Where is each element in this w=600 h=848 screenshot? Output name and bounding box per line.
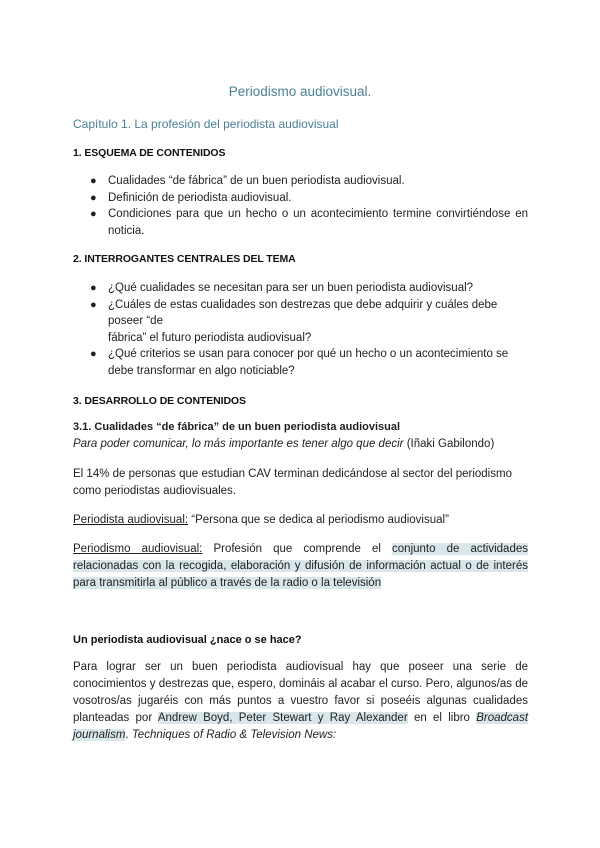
definition-periodista (73, 512, 528, 529)
document-title: Periodismo audiovisual. (228, 84, 372, 99)
list-item: ● Cualidades “de fábrica” de un buen periodista audiovisual. (73, 173, 528, 190)
definition-term: Periodista audiovisual: (73, 514, 189, 526)
section1-heading: 1. ESQUEMA DE CONTENIDOS (73, 147, 226, 159)
final-paragraph: Para lograr ser un buen periodista audiovisual hay que poseer una serie de conocimientos y destrezas que, espero, domináis al acabar el curso. Pero, algunos/as de vosotros/as jugaréis con más puntos a vuestro favor si poseéis algunas cualidades planteadas por Andrew Boyd, Peter Stewart y Ray Alexander en el libro Broadcast journalism. Techniques of Radio & Television News: (73, 661, 529, 741)
definition-text: Profesión que comprende el (213, 543, 381, 555)
definition-term: Periodismo audiovisual: (73, 543, 203, 555)
definition-highlight: conjunto de actividades relacionadas con la recogida, elaboración y difusión de información actual o de interés para transmitirla al público a través de la radio o la televisión (73, 543, 528, 589)
section2-heading: 2. INTERROGANTES CENTRALES DEL TEMA (73, 253, 296, 265)
section3-heading: 3. DESARROLLO DE CONTENIDOS (73, 395, 246, 407)
chapter-title: Capítulo 1. La profesión del periodista audiovisual (73, 117, 339, 131)
list-item: ● ¿Qué cualidades se necesitan para ser un buen periodista audiovisual? (73, 280, 528, 297)
bullet-icon: ● (90, 348, 97, 360)
bullet-icon: ● (90, 191, 97, 204)
bullet-icon: ● (90, 208, 97, 220)
stat-paragraph: El 14% de personas que estudian CAV terminan dedicándose al sector del periodismo como periodistas audiovisuales. (73, 468, 512, 497)
list-item: ● ¿Qué criterios se usan para conocer por qué un hecho o un acontecimiento se debe transformar en algo noticiable? (90, 348, 509, 377)
list-item: ● ¿Cuáles de estas cualidades son destrezas que debe adquirir y cuáles debe poseer “de fábrica” el futuro periodista audiovisual? (90, 298, 498, 344)
sub-heading-block (73, 419, 528, 453)
section1-list (73, 173, 528, 239)
book-subtitle: Techniques of Radio & Television News: (131, 729, 337, 741)
list-item: ● Definición de periodista audiovisual. (73, 190, 528, 207)
quote: Para poder comunicar, lo más importante es tener algo que decir (73, 438, 404, 450)
question-heading: Un periodista audiovisual ¿nace o se hace? (73, 634, 302, 646)
list-item: ● Condiciones para que un hecho o un acontecimiento termine convirtiéndose en noticia. (90, 208, 528, 237)
definition-text: “Persona que se dedica al periodismo audiovisual” (191, 514, 449, 526)
bullet-icon: ● (90, 175, 97, 187)
sub-heading: 3.1. Cualidades “de fábrica” de un buen periodista audiovisual (73, 421, 401, 433)
definition-periodismo (73, 541, 528, 592)
bullet-icon: ● (90, 298, 97, 311)
quote-author: (Iñaki Gabilondo) (406, 438, 495, 450)
authors-highlight: Andrew Boyd, Peter Stewart y Ray Alexander (157, 712, 408, 724)
bullet-icon: ● (90, 282, 97, 294)
section2-list (73, 280, 528, 379)
book-title: Broadcast journalism (73, 712, 529, 741)
